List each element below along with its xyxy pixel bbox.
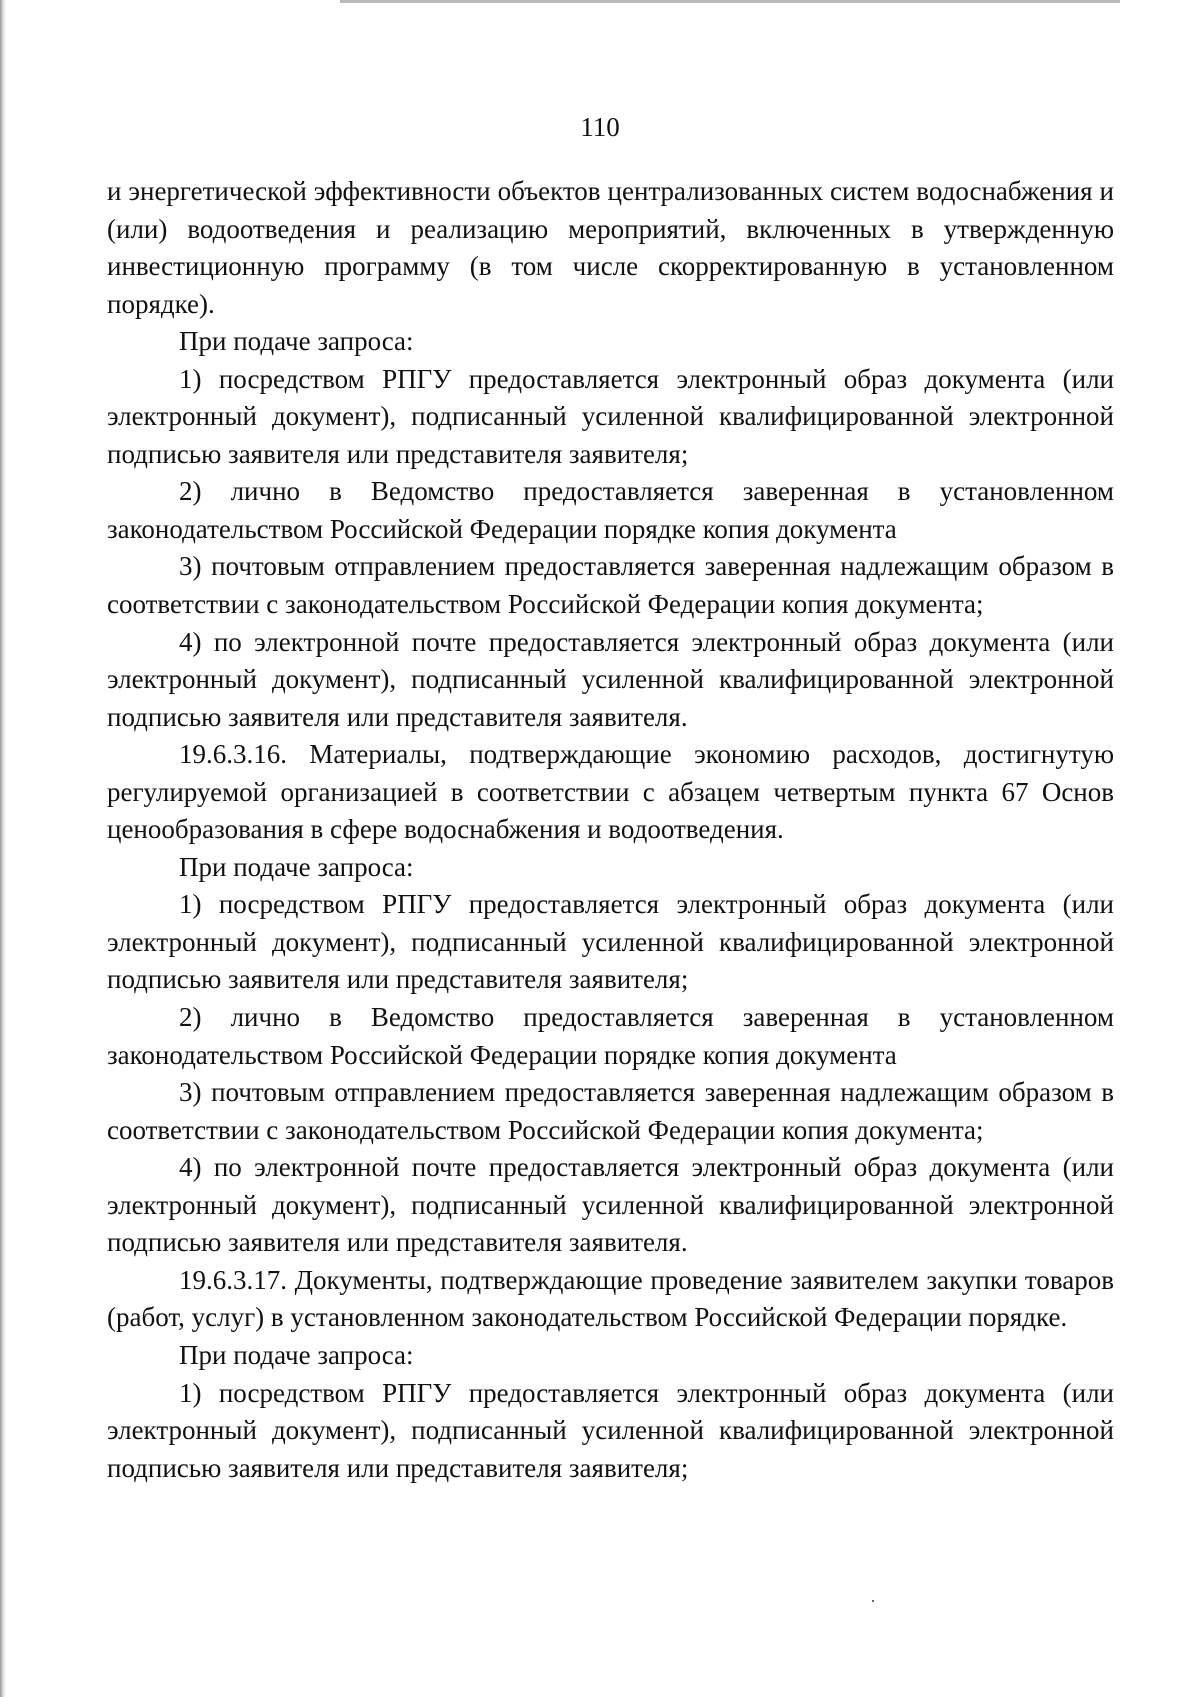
paragraph-item-1: 1) посредством РПГУ предоставляется электронный образ документа (или электронный документ), подписанный усиленной квалифицированной электронной подписью заявителя или представителя заявителя; <box>107 363 1114 469</box>
paragraph-request-heading: При подаче запроса: <box>179 851 414 882</box>
scan-edge-top <box>340 0 1120 3</box>
paragraph-item-1: 1) посредством РПГУ предоставляется электронный образ документа (или электронный документ), подписанный усиленной квалифицированной электронной подписью заявителя или представителя заявителя; <box>107 1377 1114 1483</box>
paragraph-item-1: 1) посредством РПГУ предоставляется электронный образ документа (или электронный документ), подписанный усиленной квалифицированной электронной подписью заявителя или представителя заявителя; <box>107 889 1114 995</box>
paragraph-item-3: 3) почтовым отправлением предоставляется заверенная надлежащим образом в соответствии с законодательством Российской Федерации копия документа; <box>107 1077 1114 1145</box>
paragraph-item-4: 4) по электронной почте предоставляется электронный образ документа (или электронный документ), подписанный усиленной квалифицированной электронной подписью заявителя или представителя заявителя. <box>107 1152 1114 1258</box>
paragraph-item-2: 2) лично в Ведомство предоставляется заверенная в установленном законодательством Российской Федерации порядке копия документа <box>107 1002 1114 1070</box>
document-body <box>107 173 1114 1487</box>
page-number: 110 <box>580 112 620 142</box>
scan-edge-left <box>0 0 6 1697</box>
paragraph-request-heading: При подаче запроса: <box>179 1339 414 1370</box>
scan-speck <box>872 1600 874 1602</box>
paragraph-section-19-6-3-17: 19.6.3.17. Документы, подтверждающие проведение заявителем закупки товаров (работ, услуг) в установленном законодательством Российской Федерации порядке. <box>107 1264 1114 1333</box>
paragraph-section-19-6-3-16: 19.6.3.16. Материалы, подтверждающие экономию расходов, достигнутую регулируемой организацией в соответствии с абзацем четвертым пункта 67 Основ ценообразования в сфере водоснабжения и водоотведения. <box>107 739 1114 845</box>
paragraph-request-heading: При подаче запроса: <box>179 326 414 357</box>
paragraph-item-3: 3) почтовым отправлением предоставляется заверенная надлежащим образом в соответствии с законодательством Российской Федерации копия документа; <box>107 551 1114 620</box>
paragraph-item-4: 4) по электронной почте предоставляется электронный образ документа (или электронный документ), подписанный усиленной квалифицированной электронной подписью заявителя или представителя заявителя. <box>107 626 1114 732</box>
paragraph-item-2: 2) лично в Ведомство предоставляется заверенная в установленном законодательством Российской Федерации порядке копия документа <box>107 476 1114 544</box>
paragraph-continuation: и энергетической эффективности объектов централизованных систем водоснабжения и (или) водоотведения и реализацию мероприятий, включенных в утвержденную инвестиционную программу (в том числе скорректированную в установленном порядке). <box>107 176 1114 319</box>
